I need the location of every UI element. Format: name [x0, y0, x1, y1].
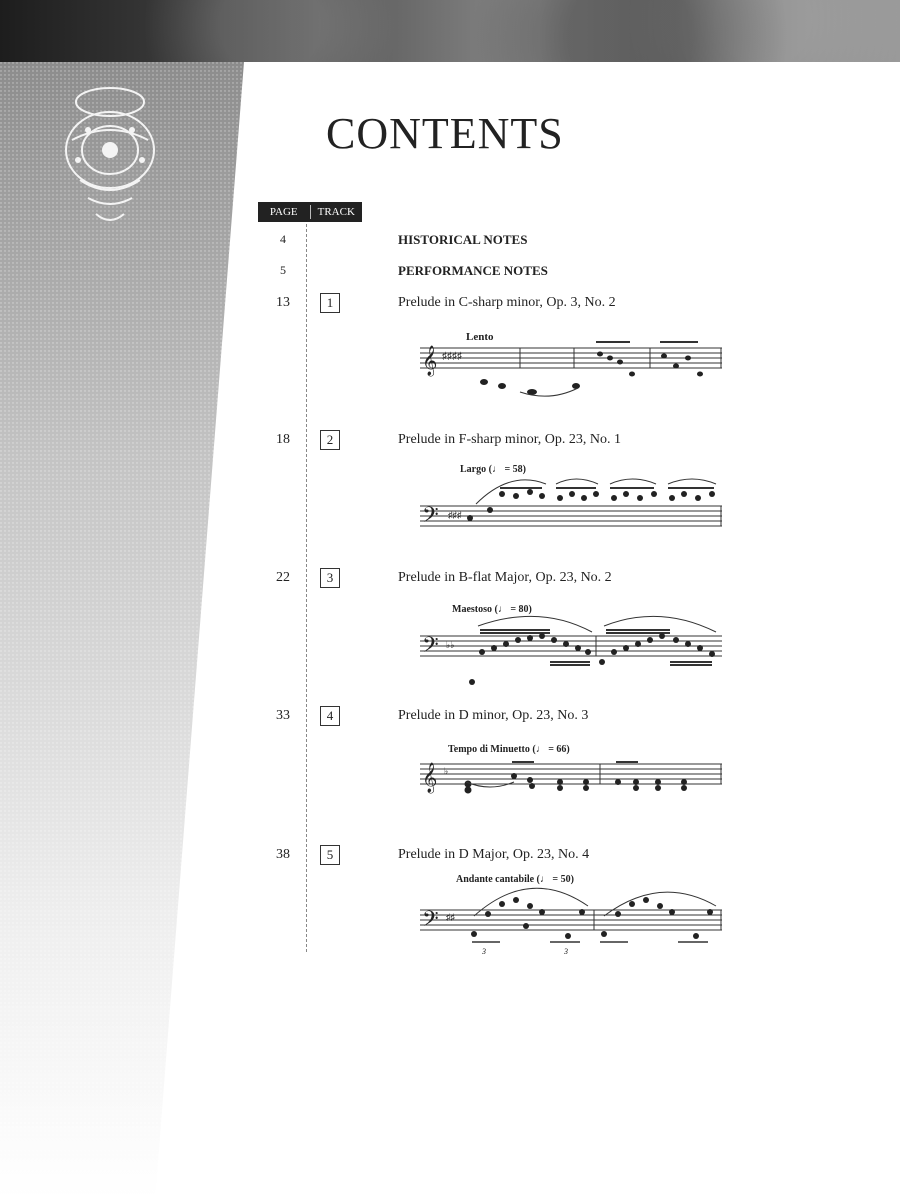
music-excerpt-4: [420, 740, 726, 804]
entry-title[interactable]: Prelude in C-sharp minor, Op. 3, No. 2: [398, 295, 616, 310]
entry-title[interactable]: Prelude in B-flat Major, Op. 23, No. 2: [398, 570, 612, 585]
decorative-side-band: [0, 62, 250, 1200]
svg-text:♭♭: ♭♭: [446, 640, 455, 650]
page-number: 18: [276, 432, 290, 447]
crest-icon: [58, 80, 162, 230]
tempo-marking: Andante cantabile (♩ = 50): [456, 874, 574, 885]
track-number[interactable]: 5: [320, 845, 340, 865]
svg-text:𝄢: 𝄢: [422, 503, 439, 532]
svg-text:♯♯: ♯♯: [446, 912, 455, 922]
entry-title[interactable]: HISTORICAL NOTES: [398, 232, 528, 247]
svg-text:♯♯♯: ♯♯♯: [448, 510, 462, 520]
tempo-marking: Lento: [466, 331, 494, 343]
header-banner: [0, 0, 900, 62]
page-number: 38: [276, 847, 290, 862]
entry-title[interactable]: Prelude in D minor, Op. 23, No. 3: [398, 708, 589, 723]
svg-text:♭: ♭: [444, 766, 449, 776]
tempo-marking: Largo (♩ = 58): [460, 464, 526, 475]
column-header: [258, 202, 362, 222]
page-number: 22: [276, 570, 290, 585]
music-excerpt-2: [420, 460, 726, 532]
track-number[interactable]: 1: [320, 293, 340, 313]
svg-text:𝄢: 𝄢: [422, 907, 439, 937]
svg-text:𝄞: 𝄞: [422, 346, 438, 376]
page-title: CONTENTS: [326, 109, 564, 158]
music-excerpt-1: [420, 326, 726, 404]
svg-text:♯♯♯♯: ♯♯♯♯: [442, 351, 462, 362]
tempo-marking: Maestoso (♩ = 80): [452, 604, 532, 615]
track-number[interactable]: 2: [320, 430, 340, 450]
svg-text:𝄢: 𝄢: [422, 633, 439, 663]
music-excerpt-3: [420, 600, 726, 692]
svg-text:𝄞: 𝄞: [422, 763, 438, 793]
page-column-header: PAGE: [269, 206, 298, 218]
track-number[interactable]: 4: [320, 706, 340, 726]
entry-title[interactable]: Prelude in F-sharp minor, Op. 23, No. 1: [398, 432, 622, 447]
page-number: 5: [280, 263, 286, 277]
entry-title[interactable]: Prelude in D Major, Op. 23, No. 4: [398, 847, 590, 862]
page-number: 4: [280, 232, 286, 246]
track-column-header: TRACK: [317, 206, 355, 218]
track-number[interactable]: 3: [320, 568, 340, 588]
page-number: 13: [276, 295, 290, 310]
tempo-marking: Tempo di Minuetto (♩ = 66): [448, 744, 570, 755]
column-divider: [306, 224, 307, 952]
music-excerpt-5: [420, 870, 726, 956]
svg-text:3: 3: [564, 947, 568, 956]
page-number: 33: [276, 708, 290, 723]
entry-title[interactable]: PERFORMANCE NOTES: [398, 263, 548, 278]
svg-text:3: 3: [482, 947, 486, 956]
